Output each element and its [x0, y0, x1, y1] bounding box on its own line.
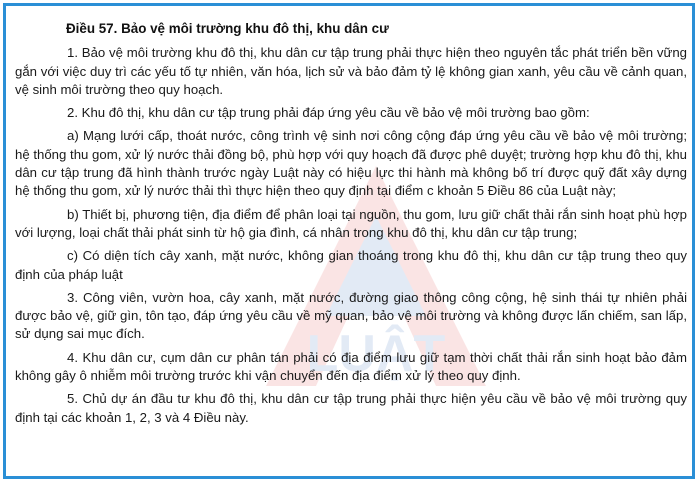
paragraph-5: 5. Chủ dự án đầu tư khu đô thị, khu dân cư tập trung phải thực hiện yêu cầu về bảo vệ môi trường quy định tại các khoản 1, 2, 3 và 4 Điều này.: [15, 391, 687, 425]
paragraph-2c: c) Có diện tích cây xanh, mặt nước, không gian thoáng trong khu đô thị, khu dân cư tập trung theo quy định của pháp luật: [15, 248, 687, 282]
paragraph-2b: b) Thiết bị, phương tiện, địa điểm để phân loại tại nguồn, thu gom, lưu giữ chất thải rắn sinh hoạt phù hợp với lượng, loại chất thải phát sinh từ hộ gia đình, cá nhân trong khu đô thị, khu dân cư tập trung;: [15, 206, 687, 240]
paragraph-3: 3. Công viên, vườn hoa, cây xanh, mặt nước, đường giao thông công cộng, hệ sinh thái tự nhiên phải được bảo vệ, giữ gìn, tôn tạo, đáp ứng yêu cầu về mỹ quan, bảo vệ môi trường và không được lấn chiếm, san lấp, sử dụng sai mục đích.: [15, 289, 687, 342]
article-title: Điều 57. Bảo vệ môi trường khu đô thị, khu dân cư: [66, 21, 389, 36]
paragraph-1: 1. Bảo vệ môi trường khu đô thị, khu dân cư tập trung phải thực hiện theo nguyên tắc phát triển bền vững gắn với việc duy trì các yếu tố tự nhiên, văn hóa, lịch sử và bảo đảm tỷ lệ không gian xanh, yêu cầu về cảnh quan, vệ sinh môi trường theo quy hoạch.: [15, 45, 687, 97]
article-body: [15, 20, 687, 432]
watermark-text: LUẬT: [306, 325, 446, 383]
paragraph-4: 4. Khu dân cư, cụm dân cư phân tán phải có địa điểm lưu giữ tạm thời chất thải rắn sinh hoạt bảo đảm không gây ô nhiễm môi trường trước khi vận chuyển đến địa điểm xử lý theo quy định.: [15, 349, 687, 384]
paragraph-2: 2. Khu đô thị, khu dân cư tập trung phải đáp ứng yêu cầu về bảo vệ môi trường bao gồm:: [67, 105, 590, 121]
document-frame: [3, 3, 695, 479]
paragraph-2a: a) Mạng lưới cấp, thoát nước, công trình vệ sinh nơi công cộng đáp ứng yêu cầu về bảo vệ môi trường; hệ thống thu gom, xử lý nước thải đồng bộ, phù hợp với quy hoạch đã được phê duyệt; trường hợp khu đô thị, khu dân cư tập trung đã hình thành trước ngày Luật này có hiệu lực thi hành mà không bố trí được quỹ đất xây dựng hệ thống thu gom, xử lý nước thải thì thực hiện theo quy định tại điểm c khoản 5 Điều 86 của Luật này;: [15, 128, 687, 199]
